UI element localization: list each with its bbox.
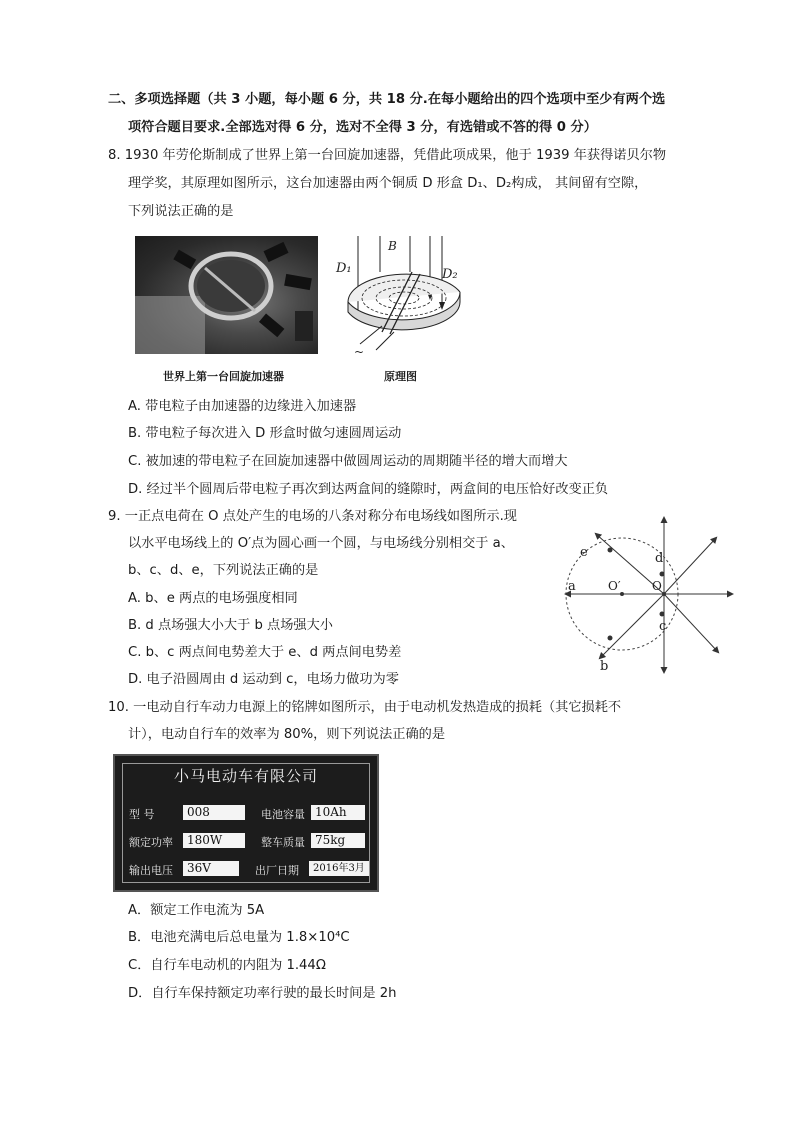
point-c-label: c [659,619,667,634]
q10-option-a: A．额定工作电流为 5A [128,903,265,918]
electric-field-diagram [556,512,736,676]
manufacture-date-value: 2016年3月 [309,861,369,876]
rated-power-value: 180W [183,833,245,848]
vehicle-mass-value: 75kg [311,833,365,848]
q9-stem-line3: b、c、d、e，下列说法正确的是 [128,563,319,578]
rated-power-label: 额定功率 [129,836,173,849]
center-o-prime-label: O′ [608,579,621,593]
nameplate-title: 小马电动车有限公司 [173,767,318,785]
label-d1: D₁ [336,261,352,276]
q8-option-a: A. 带电粒子由加速器的边缘进入加速器 [128,399,357,414]
label-ac-source: ~ [354,345,365,357]
q9-option-b: B. d 点场强大小大于 b 点场强大小 [128,618,333,633]
point-d-label: d [655,551,664,566]
section-heading-line2: 项符合题目要求.全部选对得 6 分，选对不全得 3 分，有选错或不答的得 0 分） [128,120,597,135]
capacity-label: 电池容量 [261,808,305,821]
q8-option-c: C. 被加速的带电粒子在回旋加速器中做圆周运动的周期随半径的增大而增大 [128,454,568,469]
q8-option-d: D. 经过半个圆周后带电粒子再次到达两盒间的缝隙时，两盒间的电压恰好改变正负 [128,482,609,497]
point-e-label: e [580,545,588,560]
photo-caption: 世界上第一台回旋加速器 [163,370,284,383]
q9-option-d: D. 电子沿圆周由 d 运动到 c，电场力做功为零 [128,672,399,687]
charge-o-label: O [652,579,662,593]
q10-option-c: C．自行车电动机的内阻为 1.44Ω [128,958,326,973]
q8-stem-line1: 8. 1930 年劳伦斯制成了世界上第一台回旋加速器，凭借此项成果，他于 1939 年获得诺贝尔物 [108,148,667,163]
q8-stem-line2: 理学奖，其原理如图所示，这台加速器由两个铜质 D 形盒 D₁、D₂构成， 其间留有空隙， [128,176,648,191]
q8-option-b: B. 带电粒子每次进入 D 形盒时做匀速圆周运动 [128,426,402,441]
battery-nameplate [113,754,379,892]
q9-option-a: A. b、e 两点的电场强度相同 [128,591,298,606]
label-b: B [388,239,397,253]
output-voltage-value: 36V [183,861,239,876]
q8-stem-line3: 下列说法正确的是 [128,204,234,219]
q9-stem-line1: 9. 一正点电荷在 O 点处产生的电场的八条对称分布电场线如图所示.现 [108,509,517,524]
point-b-label: b [600,659,609,674]
vehicle-mass-label: 整车质量 [261,836,305,849]
q10-stem-line2: 计），电动自行车的效率为 80%，则下列说法正确的是 [128,727,446,742]
capacity-value: 10Ah [311,805,365,820]
output-voltage-label: 输出电压 [129,864,173,877]
q9-stem-line2: 以水平电场线上的 O′点为圆心画一个圆，与电场线分别相交于 a、 [128,536,514,551]
model-value: 008 [183,805,245,820]
q10-option-d: D．自行车保持额定功率行驶的最长时间是 2h [128,986,397,1001]
point-a-label: a [568,579,576,594]
q10-stem-line1: 10. 一电动自行车动力电源上的铭牌如图所示，由于电动机发热造成的损耗（其它损耗不 [108,700,622,715]
model-label: 型 号 [129,808,155,821]
cyclotron-principle-diagram [330,232,468,357]
q10-option-b: B．电池充满电后总电量为 1.8×10⁴C [128,930,350,945]
diagram-caption: 原理图 [384,370,417,383]
q9-option-c: C. b、c 两点间电势差大于 e、d 两点间电势差 [128,645,402,660]
cyclotron-photo [135,236,318,354]
manufacture-date-label: 出厂日期 [255,864,299,877]
section-heading-line1: 二、多项选择题（共 3 小题，每小题 6 分，共 18 分.在每小题给出的四个选项中至少有两个选 [108,92,666,107]
label-d2: D₂ [442,267,458,282]
